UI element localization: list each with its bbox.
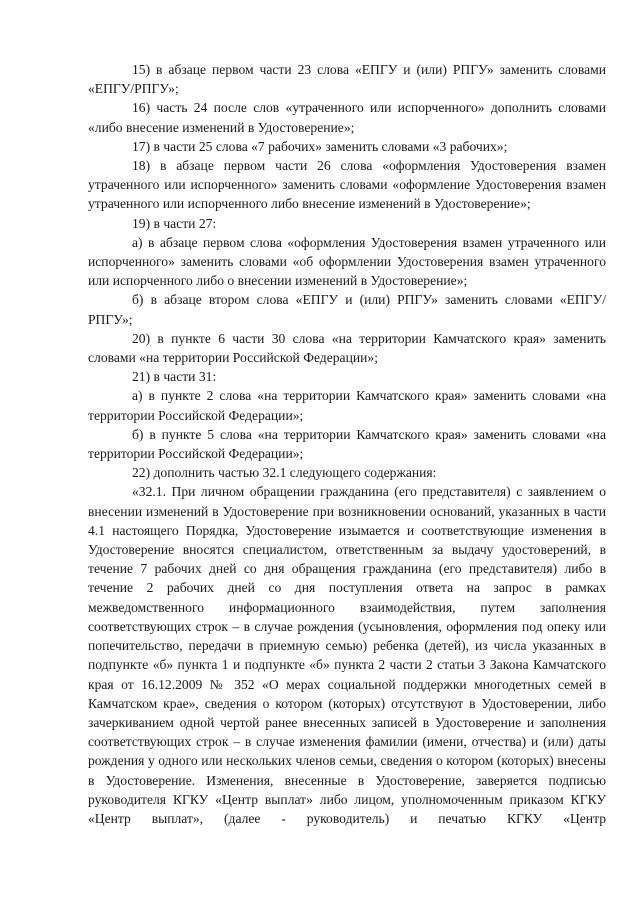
- paragraph-20: 20) в пункте 6 части 30 слова «на территории Камчатского края» заменить словами «на территории Российской Федерации»;: [88, 330, 606, 366]
- document-body: [88, 60, 606, 828]
- paragraph-19-b: б) в абзаце втором слова «ЕПГУ и (или) РПГУ» заменить словами «ЕПГУ/РПГУ»;: [88, 292, 606, 327]
- paragraph-17: 17) в части 25 слова «7 рабочих» заменить словами «3 рабочих»;: [132, 138, 508, 154]
- paragraph-22: 22) дополнить частью 32.1 следующего содержания:: [132, 465, 437, 481]
- paragraph-19-a: а) в абзаце первом слова «оформления Удостоверения взамен утраченного или испорченного» заменить словами «об оформлении Удостоверения взамен утраченного или испорченного либо о внесении изменений в Удостоверение»;: [88, 234, 606, 289]
- paragraph-16: 16) часть 24 после слов «утраченного или испорченного» дополнить словами «либо внесение изменений в Удостоверение»;: [88, 100, 606, 135]
- paragraph-21-a: а) в пункте 2 слова «на территории Камчатского края» заменить словами «на территории Российской Федерации»;: [88, 388, 606, 423]
- paragraph-19: 19) в части 27:: [132, 215, 217, 231]
- paragraph-21: 21) в части 31:: [132, 369, 217, 385]
- paragraph-21-b: б) в пункте 5 слова «на территории Камчатского края» заменить словами «на территории Российской Федерации»;: [88, 426, 606, 462]
- paragraph-15: 15) в абзаце первом части 23 слова «ЕПГУ и (или) РПГУ» заменить словами «ЕПГУ/РПГУ»;: [88, 62, 606, 97]
- paragraph-18: 18) в абзаце первом части 26 слова «оформления Удостоверения взамен утраченного или испорченного» заменить словами «оформление Удостоверения взамен утраченного или испорченного либо внесение изменений в Удостоверение»;: [88, 158, 606, 212]
- paragraph-32-1: «32.1. При личном обращении гражданина (его представителя) с заявлением о внесении изменений в Удостоверение при возникновении оснований, указанных в части 4.1 настоящего Порядка, Удостоверение изымается и соответствующие изменения в Удостоверение вносятся специалистом, ответственным за выдачу удостоверений, в течение 7 рабочих дней со дня обращения гражданина (его представителя) либо в течение 2 рабочих дней со дня поступления ответа на запрос в рамках межведомственного информационного взаимодействия, путем заполнения соответствующих строк – в случае рождения (усыновления, оформления под опеку или попечительство, передачи в приемную семью) ребенка (детей), из числа указанных в подпункте «б» пункта 1 и подпункте «б» пункта 2 части 2 статьи 3 Закона Камчатского края от 16.12.2009 № 352 «О мерах социальной поддержки многодетных семей в Камчатском крае», сведения о котором (которых) отсутствуют в Удостоверении, либо зачеркиванием одной чертой ранее внесенных записей в Удостоверение и заполнения соответствующих строк – в случае изменения фамилии (имени, отчества) и (или) даты рождения у одного или нескольких членов семьи, сведения о котором (которых) внесены в Удостоверение. Изменения, внесенные в Удостоверение, заверяется подписью руководителя КГКУ «Центр выплат» либо лицом, уполномоченным приказом КГКУ «Центр выплат», (далее - руководитель) и печатью КГКУ «Центр: [88, 484, 606, 826]
